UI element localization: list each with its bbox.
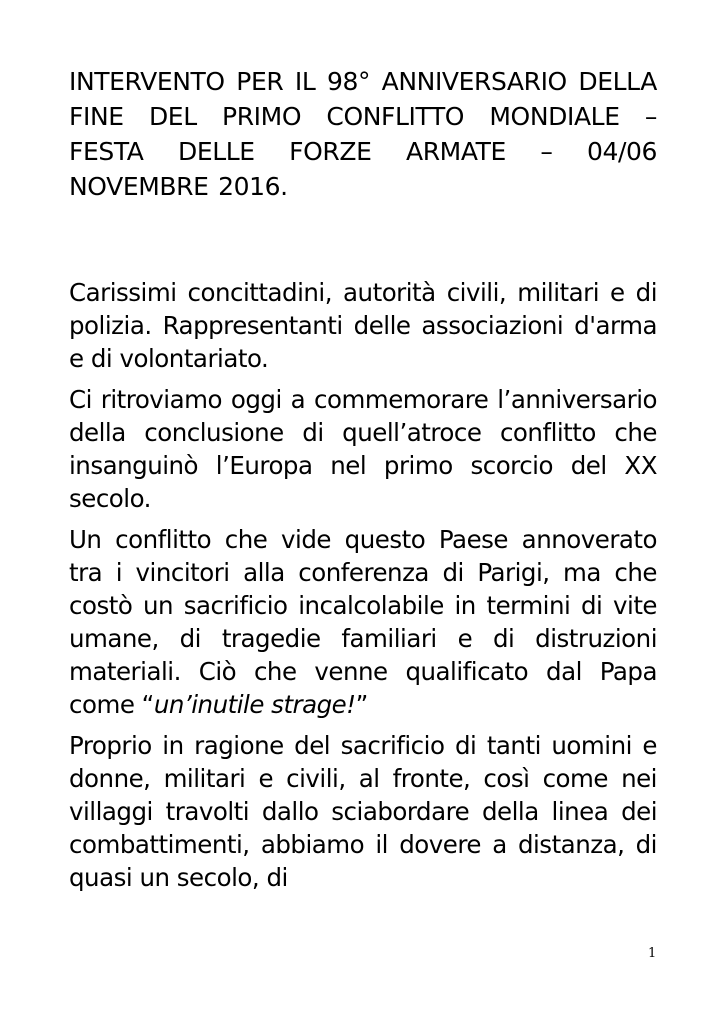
document-body xyxy=(69,276,657,894)
paragraph-greeting: Carissimi concittadini, autorità civili, militari e di polizia. Rappresentanti delle associazioni d'arma e di volontariato. xyxy=(69,278,657,373)
paragraph-conflict-text: Un conflitto che vide questo Paese annoverato tra i vincitori alla conferenza di Parigi, ma che costò un sacrificio incalcolabile in termini di vite umane, di tragedie familiari e di distruzioni materiali. Ciò che venne qualificato dal Papa come “ xyxy=(69,525,657,719)
quote-close-mark: ” xyxy=(355,690,368,719)
page-number: 1 xyxy=(648,946,657,961)
document-title: INTERVENTO PER IL 98° ANNIVERSARIO DELLA FINE DEL PRIMO CONFLITTO MONDIALE – FESTA DELLE FORZE ARMATE – 04/06 NOVEMBRE 2016. xyxy=(69,67,657,201)
paragraph-sacrifice: Proprio in ragione del sacrificio di tanti uomini e donne, militari e civili, al fronte, così come nei villaggi travolti dallo sciabordare della linea dei combattimenti, abbiamo il dovere a distanza, di quasi un secolo, di xyxy=(69,731,657,892)
paragraph-commemoration: Ci ritroviamo oggi a commemorare l’anniversario della conclusione di quell’atroce conflitto che insanguinò l’Europa nel primo scorcio del XX secolo. xyxy=(69,385,657,513)
paragraph-conflict xyxy=(69,523,657,721)
pope-quote: un’inutile strage! xyxy=(153,690,356,719)
document-page xyxy=(69,64,657,902)
